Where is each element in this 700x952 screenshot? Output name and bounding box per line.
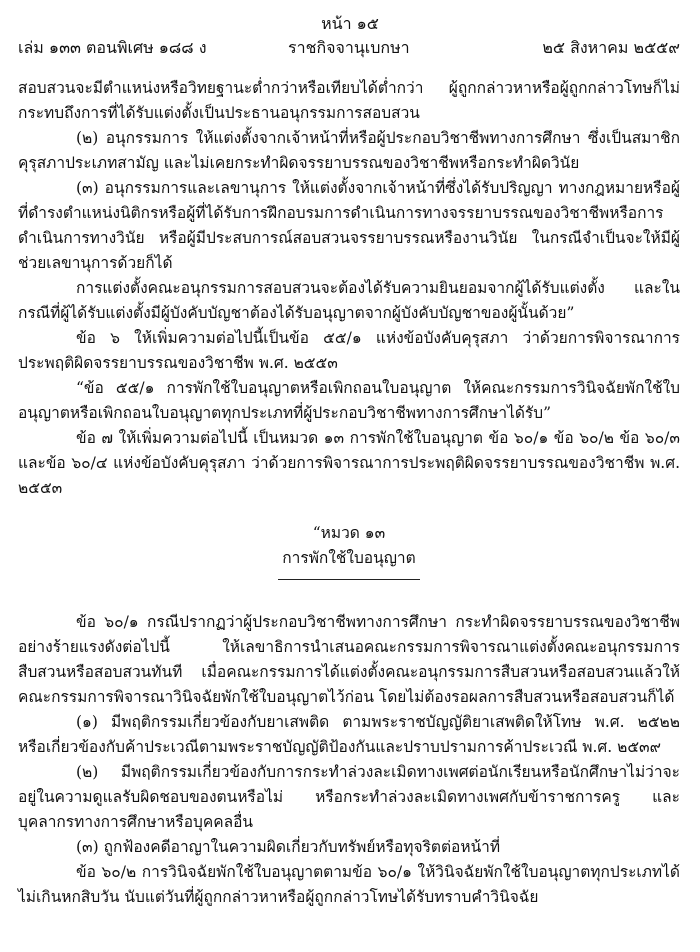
- document-body: [18, 76, 680, 910]
- publication-name: ราชกิจจานุเบกษา: [288, 38, 410, 57]
- paragraph: ข้อ ๖๐/๑ กรณีปรากฏว่าผู้ประกอบวิชาชีพทางการศึกษา กระทำผิดจรรยาบรรณของวิชาชีพอย่างร้ายแรงดังต่อไปนี้ ให้เลขาธิการนำเสนอคณะกรรมการพิจารณาแต่งตั้งคณะอนุกรรมการสืบสวนหรือสอบสวนทันที เมื่อคณะกรรมการได้แต่งตั้งคณะอนุกรรมการสืบสวนหรือสอบสวนแล้วให้คณะกรรมการพิจารณาวินิจฉัยพักใช้ใบอนุญาตไว้ก่อน โดยไม่ต้องรอผลการสืบสวนหรือสอบสวนก็ได้: [18, 613, 680, 706]
- paragraph: (๑) มีพฤติกรรมเกี่ยวข้องกับยาเสพติด ตามพระราชบัญญัติยาเสพติดให้โทษ พ.ศ. ๒๕๒๒ หรือเกี่ยวข้องกับค้าประเวณีตามพระราชบัญญัติป้องกันและปราบปรามการค้าประเวณี พ.ศ. ๒๕๓๙: [18, 713, 680, 756]
- paragraph: สอบสวนจะมีตำแหน่งหรือวิทยฐานะต่ำกว่าหรือเทียบได้ต่ำกว่า ผู้ถูกกล่าวหาหรือผู้ถูกกล่าวโทษก็ไม่กระทบถึงการที่ได้รับแต่งตั้งเป็นประธานอนุกรรมการสอบสวน: [18, 79, 680, 122]
- paragraph: (๒) อนุกรรมการ ให้แต่งตั้งจากเจ้าหน้าที่หรือผู้ประกอบวิชาชีพทางการศึกษา ซึ่งเป็นสมาชิกคุรุสภาประเภทสามัญ และไม่เคยกระทำผิดจรรยาบรรณของวิชาชีพหรือกระทำผิดวินัย: [18, 129, 680, 172]
- paragraph: (๒) มีพฤติกรรมเกี่ยวข้องกับการกระทำล่วงละเมิดทางเพศต่อนักเรียนหรือนักศึกษาไม่ว่าจะอยู่ในความดูแลรับผิดชอบของตนหรือไม่ หรือกระทำล่วงละเมิดทางเพศกับข้าราชการครู และบุคลากรทางการศึกษาหรือบุคคลอื่น: [18, 763, 680, 831]
- section-divider: [278, 579, 420, 580]
- paragraph: (๓) ถูกฟ้องคดีอาญาในความผิดเกี่ยวกับทรัพย์หรือทุจริตต่อหน้าที่: [76, 838, 501, 856]
- volume-issue: เล่ม ๑๓๓ ตอนพิเศษ ๑๘๘ ง: [18, 38, 207, 57]
- chapter-title: การพักใช้ใบอนุญาต: [282, 549, 416, 567]
- publication-date: ๒๕ สิงหาคม ๒๕๕๙: [542, 38, 680, 57]
- paragraph: ข้อ ๖๐/๒ การวินิจฉัยพักใช้ใบอนุญาตตามข้อ ๖๐/๑ ให้วินิจฉัยพักใช้ใบอนุญาตทุกประเภทได้ไม่เกินหกสิบวัน นับแต่วันที่ผู้ถูกกล่าวหาหรือผู้ถูกกล่าวโทษได้รับทราบคำวินิจฉัย: [18, 863, 680, 906]
- paragraph: การแต่งตั้งคณะอนุกรรมการสอบสวนจะต้องได้รับความยินยอมจากผู้ได้รับแต่งตั้ง และในกรณีที่ผู้ได้รับแต่งตั้งมีผู้บังคับบัญชาต้องได้รับอนุญาตจากผู้บังคับบัญชาของผู้นั้นด้วย”: [18, 279, 680, 322]
- paragraph: “ข้อ ๕๕/๑ การพักใช้ใบอนุญาตหรือเพิกถอนใบอนุญาต ให้คณะกรรมการวินิจฉัยพักใช้ใบอนุญาตหรือเพิกถอนใบอนุญาตทุกประเภทที่ผู้ประกอบวิชาชีพทางการศึกษาได้รับ”: [18, 379, 680, 422]
- paragraph: ข้อ ๗ ให้เพิ่มความต่อไปนี้ เป็นหมวด ๑๓ การพักใช้ใบอนุญาต ข้อ ๖๐/๑ ข้อ ๖๐/๒ ข้อ ๖๐/๓ และข้อ ๖๐/๔ แห่งข้อบังคับคุรุสภา ว่าด้วยการพิจารณาการประพฤติผิดจรรยาบรรณของวิชาชีพ พ.ศ. ๒๕๕๓: [18, 429, 680, 497]
- page-number: หน้า ๑๕: [321, 14, 379, 33]
- chapter-number: “หมวด ๑๓: [312, 524, 386, 542]
- page-header: [18, 36, 680, 58]
- paragraph: ข้อ ๖ ให้เพิ่มความต่อไปนี้เป็นข้อ ๕๕/๑ แห่งข้อบังคับคุรุสภา ว่าด้วยการพิจารณาการประพฤติผิดจรรยาบรรณของวิชาชีพ พ.ศ. ๒๕๕๓: [18, 329, 680, 372]
- paragraph: (๓) อนุกรรมการและเลขานุการ ให้แต่งตั้งจากเจ้าหน้าที่ซึ่งได้รับปริญญา ทางกฎหมายหรือผู้ที่ดำรงตำแหน่งนิติกรหรือผู้ที่ได้รับการฝึกอบรมการดำเนินการทางจรรยาบรรณของวิชาชีพหรือการดำเนินการทางวินัย หรือผู้มีประสบการณ์สอบสวนจรรยาบรรณหรืองานวินัย ในกรณีจำเป็นจะให้มีผู้ช่วยเลขานุการด้วยก็ได้: [18, 179, 680, 272]
